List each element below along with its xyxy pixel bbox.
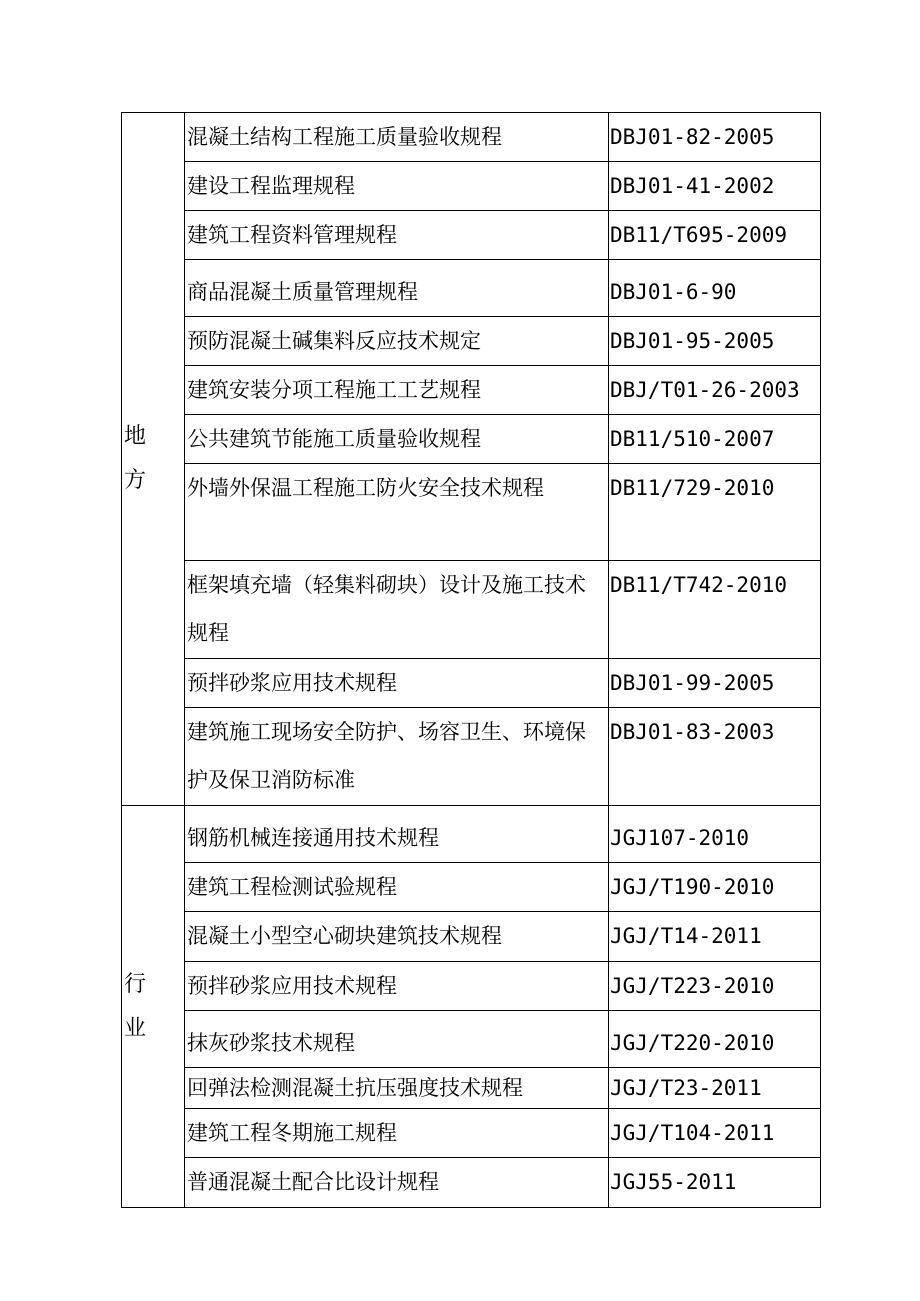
table-row: [122, 659, 821, 708]
standard-code: DBJ01-83-2003: [609, 708, 821, 806]
standards-table: [121, 112, 821, 1208]
standard-name: 建筑工程检测试验规程: [185, 863, 609, 912]
table-row: [122, 1158, 821, 1208]
standard-name: 普通混凝土配合比设计规程: [185, 1158, 609, 1208]
standard-code: JGJ/T220-2010: [609, 1011, 821, 1068]
standard-code: DB11/T695-2009: [609, 211, 821, 260]
standard-name: 混凝土小型空心砌块建筑技术规程: [185, 912, 609, 962]
standard-name: 混凝土结构工程施工质量验收规程: [185, 113, 609, 162]
table-row: [122, 317, 821, 366]
table-row: [122, 806, 821, 863]
standard-code: DBJ01-99-2005: [609, 659, 821, 708]
table-row: [122, 962, 821, 1011]
standard-code: DB11/T742-2010: [609, 561, 821, 659]
table-row: [122, 366, 821, 415]
standard-code: JGJ/T23-2011: [609, 1068, 821, 1109]
standard-code: JGJ/T14-2011: [609, 912, 821, 962]
standard-code: DBJ01-95-2005: [609, 317, 821, 366]
standard-name: 外墙外保温工程施工防火安全技术规程: [185, 464, 609, 561]
standard-code: JGJ/T104-2011: [609, 1109, 821, 1158]
standard-name: 建设工程监理规程: [185, 162, 609, 211]
table-row: [122, 464, 821, 561]
table-row: [122, 1109, 821, 1158]
standard-code: DBJ01-41-2002: [609, 162, 821, 211]
standard-code: JGJ107-2010: [609, 806, 821, 863]
table-row: [122, 863, 821, 912]
standard-name: 抹灰砂浆技术规程: [185, 1011, 609, 1068]
standard-name: 建筑工程资料管理规程: [185, 211, 609, 260]
table-row: [122, 561, 821, 659]
standard-code: DBJ01-6-90: [609, 260, 821, 317]
table-row: [122, 912, 821, 962]
standard-name: 钢筋机械连接通用技术规程: [185, 806, 609, 863]
standard-name: 商品混凝土质量管理规程: [185, 260, 609, 317]
standard-name: 建筑工程冬期施工规程: [185, 1109, 609, 1158]
table-row: [122, 415, 821, 464]
standard-name: 预拌砂浆应用技术规程: [185, 659, 609, 708]
standard-name: 建筑安装分项工程施工工艺规程: [185, 366, 609, 415]
category-label: 行业: [124, 971, 147, 1041]
table-row: [122, 211, 821, 260]
table-row: [122, 1068, 821, 1109]
standard-name: 预拌砂浆应用技术规程: [185, 962, 609, 1011]
standard-name: 回弹法检测混凝土抗压强度技术规程: [185, 1068, 609, 1109]
standard-code: JGJ/T190-2010: [609, 863, 821, 912]
category-cell-local: [122, 113, 185, 806]
table-row: [122, 260, 821, 317]
table-row: [122, 1011, 821, 1068]
category-label: 地方: [124, 424, 147, 493]
table-row: [122, 162, 821, 211]
standard-code: JGJ/T223-2010: [609, 962, 821, 1011]
standard-name: 框架填充墙（轻集料砌块）设计及施工技术规程: [185, 561, 609, 659]
standard-code: DB11/729-2010: [609, 464, 821, 561]
standard-code: DB11/510-2007: [609, 415, 821, 464]
standard-name: 公共建筑节能施工质量验收规程: [185, 415, 609, 464]
standard-name: 建筑施工现场安全防护、场容卫生、环境保护及保卫消防标准: [185, 708, 609, 806]
table-row: [122, 113, 821, 162]
standard-name: 预防混凝土碱集料反应技术规定: [185, 317, 609, 366]
category-cell-industry: [122, 806, 185, 1208]
standard-code: JGJ55-2011: [609, 1158, 821, 1208]
standard-code: DBJ01-82-2005: [609, 113, 821, 162]
table-row: [122, 708, 821, 806]
standard-code: DBJ/T01-26-2003: [609, 366, 821, 415]
